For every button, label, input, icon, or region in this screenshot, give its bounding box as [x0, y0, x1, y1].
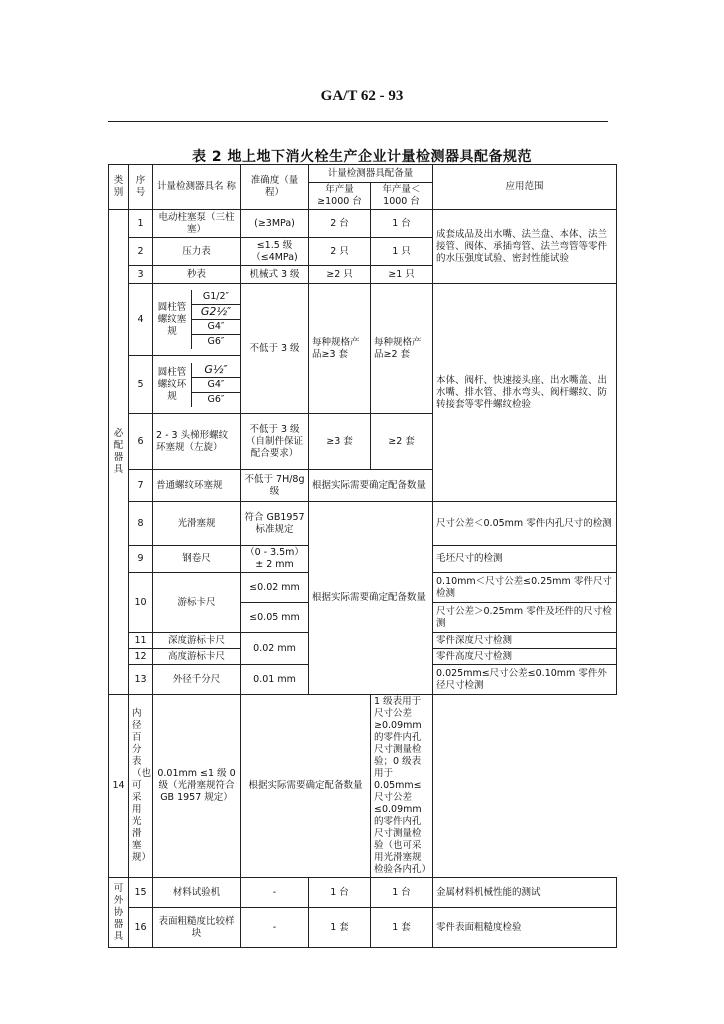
scope-cell: 金属材料机械性能的测试 — [433, 878, 617, 908]
instrument-cell: 圆柱管螺纹塞规 — [153, 290, 192, 349]
seq-cell: 12 — [129, 649, 153, 665]
table-title: 表 2 地上地下消火栓生产企业计量检测器具配备规范 — [192, 149, 532, 165]
equipment-table — [108, 164, 617, 948]
thread-size: G2½″ — [192, 305, 241, 320]
accuracy-cell: 机械式 3 级 — [241, 266, 309, 284]
header-scope: 应用范围 — [433, 165, 617, 210]
seq-cell: 2 — [129, 238, 153, 266]
seq-cell: 1 — [129, 210, 153, 238]
instrument-cell: 2 - 3 头梯形螺纹环塞规（左旋） — [153, 414, 241, 470]
header-seq: 序号 — [129, 165, 153, 210]
thread-size: G4″ — [192, 320, 241, 335]
accuracy-cell: ≤0.02 mm — [241, 573, 309, 603]
scope-cell: 毛坯尺寸的检测 — [433, 546, 617, 573]
table-row — [109, 210, 617, 238]
thread-size: G6″ — [192, 335, 241, 350]
scope-cell: 零件高度尺寸检测 — [433, 649, 617, 665]
scope-cell: 零件表面粗糙度检验 — [433, 908, 617, 948]
config-cell: 根据实际需要确定配备数量 — [309, 470, 433, 502]
scope-cell: 0.025mm≤尺寸公差≤0.10mm 零件外径尺寸检测 — [433, 665, 617, 695]
instrument-cell: 秒表 — [153, 266, 241, 284]
scope-cell: 尺寸公差＜0.05mm 零件内孔尺寸的检测 — [433, 502, 617, 546]
yield-high-cell: 1 套 — [309, 908, 371, 948]
instrument-cell: 钢卷尺 — [153, 546, 241, 573]
table-row — [109, 908, 617, 948]
header-yield-high: 年产量≥1000 台 — [309, 183, 371, 210]
instrument-cell: 材料试验机 — [153, 878, 241, 908]
yield-high-cell: 2 台 — [309, 210, 371, 238]
accuracy-cell: 符合 GB1957 标准规定 — [241, 502, 309, 546]
accuracy-cell: ≤1.5 级（≤4MPa) — [241, 238, 309, 266]
yield-high-cell: 1 台 — [309, 878, 371, 908]
header-instrument: 计量检测器具名 称 — [153, 165, 241, 210]
seq-cell: 7 — [129, 470, 153, 502]
accuracy-cell: - — [241, 878, 309, 908]
seq-cell: 13 — [129, 665, 153, 695]
yield-low-cell: 1 台 — [371, 210, 433, 238]
table-row — [109, 878, 617, 908]
accuracy-cell: - — [241, 908, 309, 948]
scope-cell: 零件深度尺寸检测 — [433, 633, 617, 649]
yield-low-cell: 每种规格产品≥2 套 — [371, 284, 433, 414]
yield-low-cell: 1 台 — [371, 878, 433, 908]
yield-high-cell: 每种规格产品≥3 套 — [309, 284, 371, 414]
header-config-group: 计量检测器具配备量 — [309, 165, 433, 183]
accuracy-cell: 0.01 mm — [241, 665, 309, 695]
instrument-cell: 高度游标卡尺 — [153, 649, 241, 665]
instrument-cell: 电动柱塞泵（三柱塞） — [153, 210, 241, 238]
instrument-cell: 普通螺纹环塞规 — [153, 470, 241, 502]
instrument-cell: 表面粗糙度比较样块 — [153, 908, 241, 948]
yield-low-cell: ≥1 只 — [371, 266, 433, 284]
thread-plug-gauge-cell — [153, 284, 241, 356]
accuracy-cell: 0.02 mm — [241, 633, 309, 665]
seq-cell: 3 — [129, 266, 153, 284]
yield-high-cell: ≥3 套 — [309, 414, 371, 470]
accuracy-cell: 不低于 3 级（自制件保证配合要求） — [241, 414, 309, 470]
accuracy-cell: （0 - 3.5m）± 2 mm — [241, 546, 309, 573]
config-cell: 根据实际需要确定配备数量 — [309, 502, 433, 695]
header-category: 类别 — [109, 165, 129, 210]
category-external: 可外协器具 — [109, 878, 129, 948]
seq-cell: 6 — [129, 414, 153, 470]
document-code-header: GA/T 62 - 93 — [320, 88, 404, 104]
seq-cell: 5 — [129, 356, 153, 414]
header-yield-low: 年产量＜1000 台 — [371, 183, 433, 210]
header-rule — [108, 121, 608, 122]
thread-size: G4″ — [192, 377, 241, 392]
header-accuracy: 准确度（量程） — [241, 165, 309, 210]
accuracy-cell: ≤0.05 mm — [241, 603, 309, 633]
instrument-cell: 外径千分尺 — [153, 665, 241, 695]
seq-cell: 16 — [129, 908, 153, 948]
accuracy-cell: 不低于 3 级 — [241, 284, 309, 414]
scope-cell: 1 级表用于尺寸公差≥0.09mm 的零件内孔尺寸测量检验；0 级表用于 0.05mm≤尺寸公差≤0.09mm 的零件内孔尺寸测量检验（也可采用光滑塞规检验各内孔） — [371, 695, 433, 878]
yield-low-cell: ≥2 套 — [371, 414, 433, 470]
instrument-cell: 深度游标卡尺 — [153, 633, 241, 649]
config-cell: 根据实际需要确定配备数量 — [241, 695, 371, 878]
scope-cell: 成套成品及出水嘴、法兰盘、本体、法兰接管、阀体、承插弯管、法兰弯管等零件的水压强度试验、密封性能试验 — [433, 210, 617, 284]
instrument-cell: 游标卡尺 — [153, 573, 241, 633]
seq-cell: 9 — [129, 546, 153, 573]
thread-size: G½″ — [192, 363, 241, 378]
scope-cell: 0.10mm＜尺寸公差≤0.25mm 零件尺寸检测 — [433, 573, 617, 603]
scope-cell: 本体、阀杆、快速接头座、出水嘴盖、出水嘴、排水管、排水弯头、阀杆螺纹、防转接套等零件螺纹检验 — [433, 284, 617, 502]
yield-high-cell: 2 只 — [309, 238, 371, 266]
seq-cell: 15 — [129, 878, 153, 908]
accuracy-cell: 不低于 7H/8g 级 — [241, 470, 309, 502]
yield-low-cell: 1 只 — [371, 238, 433, 266]
yield-low-cell: 1 套 — [371, 908, 433, 948]
table-row — [109, 695, 617, 878]
table-row — [109, 502, 617, 546]
instrument-cell: 压力表 — [153, 238, 241, 266]
instrument-cell: 内径百分表（也可采用光滑塞规） — [129, 695, 153, 878]
seq-cell: 14 — [109, 695, 129, 878]
seq-cell: 11 — [129, 633, 153, 649]
accuracy-cell: (≥3MPa) — [241, 210, 309, 238]
instrument-cell: 光滑塞规 — [153, 502, 241, 546]
thread-size: G6″ — [192, 392, 241, 407]
yield-high-cell: ≥2 只 — [309, 266, 371, 284]
scope-cell: 尺寸公差＞0.25mm 零件及坯件的尺寸检测 — [433, 603, 617, 633]
table-row — [109, 284, 617, 356]
instrument-cell: 圆柱管螺纹环规 — [153, 363, 192, 407]
seq-cell: 8 — [129, 502, 153, 546]
seq-cell: 4 — [129, 284, 153, 356]
thread-size: G1/2″ — [192, 290, 241, 305]
category-required: 必配器具 — [109, 210, 129, 695]
thread-ring-gauge-cell — [153, 356, 241, 414]
seq-cell: 10 — [129, 573, 153, 633]
accuracy-cell: 0.01mm ≤1 级 0 级（光滑塞规符合 GB 1957 规定） — [153, 695, 241, 878]
